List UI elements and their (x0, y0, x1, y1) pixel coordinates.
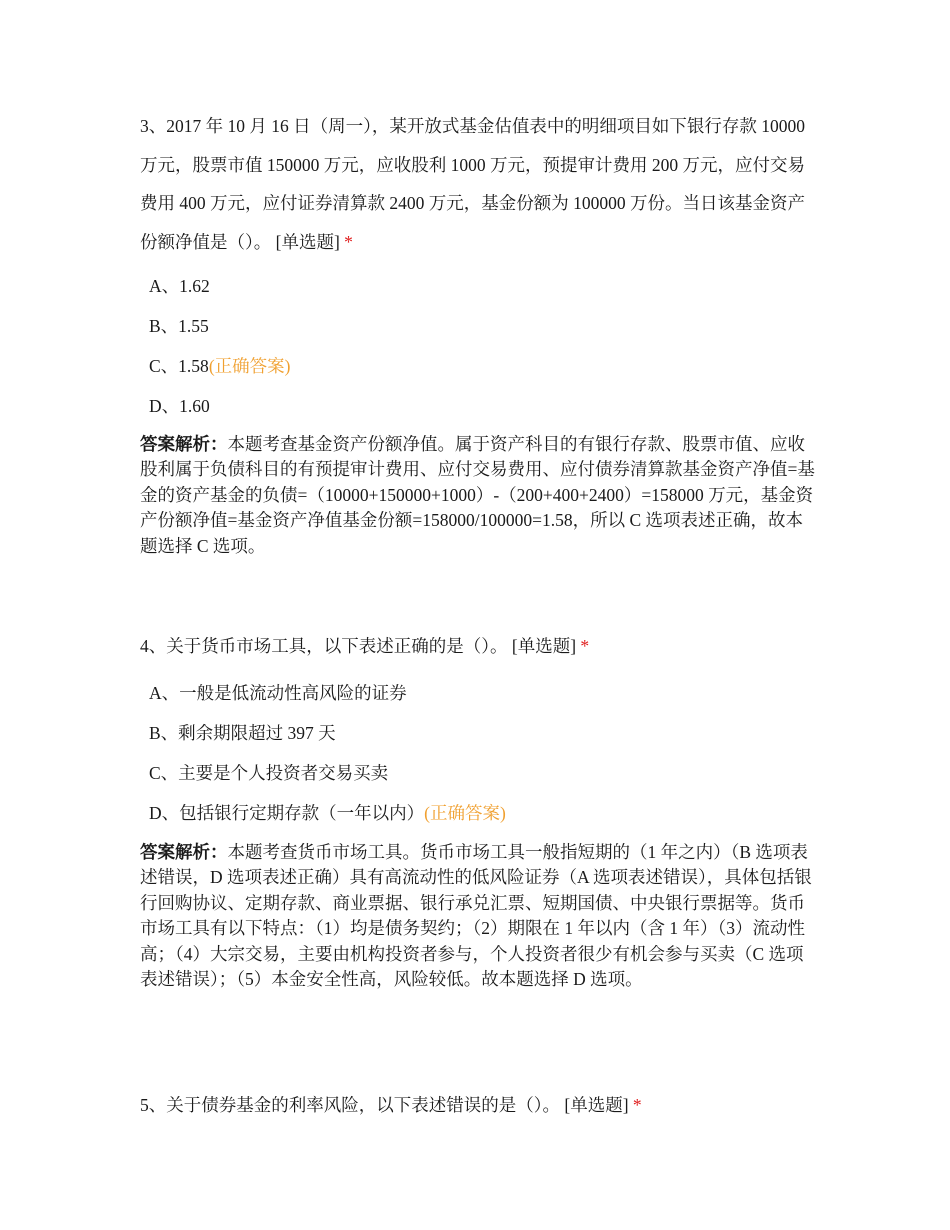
question-3-text: 3、2017 年 10 月 16 日（周一），某开放式基金估值表中的明细项目如下银行存款 10000 万元，股票市值 150000 万元，应收股利 1000 万元，预提审计费用 200 万元，应付交易费用 400 万元，应付证券清算款 2400 万元，基金份额为 100000 万份。当日该基金资产份额净值是（）。 (140, 116, 805, 252)
question-5-type-tag: [单选题] (564, 1095, 629, 1115)
option-label: B、1.55 (149, 316, 209, 336)
question-4-option-c[interactable] (149, 761, 388, 785)
question-4-text: 4、关于货币市场工具，以下表述正确的是（）。 (140, 636, 508, 656)
option-label: D、包括银行定期存款（一年以内） (149, 803, 425, 823)
required-mark: * (632, 1095, 642, 1115)
question-4-option-d[interactable] (149, 801, 506, 825)
correct-answer-tag: (正确答案) (208, 356, 291, 376)
question-4-option-b[interactable] (149, 721, 336, 745)
question-3-option-a[interactable] (149, 274, 210, 298)
analysis-text: 本题考查货币市场工具。货币市场工具一般指短期的（1 年之内）（B 选项表述错误，D 选项表述正确）具有高流动性的低风险证券（A 选项表述错误），具体包括银行回购协议、定期存款、商业票据、银行承兑汇票、短期国债、中央银行票据等。货币市场工具有以下特点：（1）均是债务契约；（2）期限在 1 年以内（含 1 年）（3）流动性高；（4）大宗交易，主要由机构投资者参与，个人投资者很少有机会参与买卖（C 选项表述错误）；（5）本金安全性高，风险较低。故本题选择 D 选项。 (140, 842, 812, 990)
question-4-title (140, 627, 808, 666)
question-4-analysis (140, 840, 815, 992)
question-4-type-tag: [单选题] (511, 636, 577, 656)
question-5-text: 5、关于债券基金的利率风险，以下表述错误的是（）。 (140, 1095, 560, 1115)
analysis-label: 答案解析： (140, 434, 228, 454)
question-3-option-d[interactable] (149, 394, 210, 418)
required-mark: * (344, 231, 353, 252)
option-label: C、1.58 (149, 356, 209, 376)
question-4-option-a[interactable] (149, 681, 407, 705)
correct-answer-tag: (正确答案) (424, 803, 506, 823)
question-3-option-b[interactable] (149, 314, 209, 338)
question-3-option-c[interactable] (149, 354, 290, 378)
question-3-type-tag: [单选题] (275, 231, 340, 252)
analysis-label: 答案解析： (140, 842, 228, 862)
required-mark: * (580, 636, 590, 656)
option-label: D、1.60 (149, 396, 210, 416)
option-label: A、一般是低流动性高风险的证券 (149, 683, 407, 703)
option-label: B、剩余期限超过 397 天 (149, 723, 336, 743)
question-3-title (140, 107, 808, 261)
option-label: A、1.62 (149, 276, 210, 296)
analysis-text: 本题考查基金资产份额净值。属于资产科目的有银行存款、股票市值、应收股利属于负债科目的有预提审计费用、应付交易费用、应付债券清算款基金资产净值=基金的资产基金的负债=（10000+150000+1000）-（200+400+2400）=158000 万元，基金资产份额净值=基金资产净值基金份额=158000/100000=1.58，所以 C 选项表述正确，故本题选择 C 选项。 (140, 434, 815, 556)
question-3-analysis (140, 432, 815, 559)
question-5-title (140, 1086, 808, 1125)
option-label: C、主要是个人投资者交易买卖 (149, 763, 389, 783)
